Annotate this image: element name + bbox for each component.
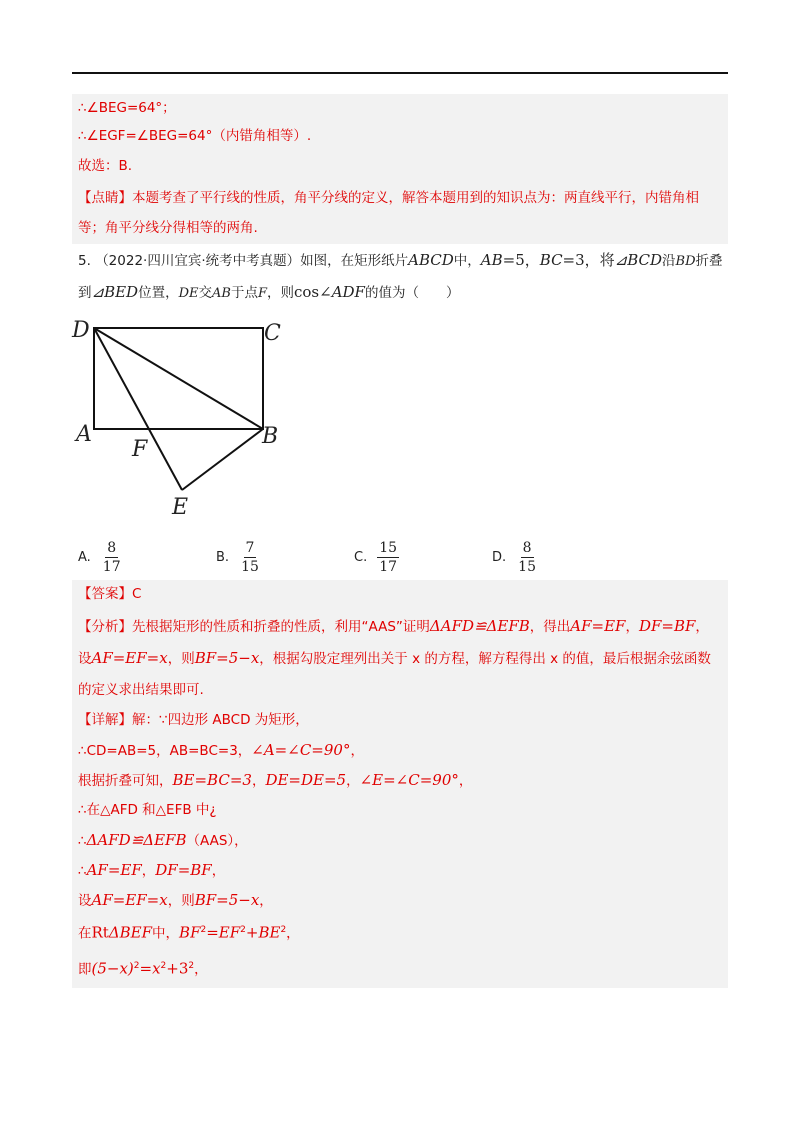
math: +3 <box>166 959 189 978</box>
question-text: 中， <box>453 253 481 269</box>
analysis-line <box>78 616 709 637</box>
label-a: A <box>76 422 92 447</box>
math: BF <box>179 923 201 942</box>
denominator: 15 <box>518 559 536 575</box>
comment-line <box>78 188 699 208</box>
math: +BE <box>245 923 281 942</box>
math: BF=5−x <box>194 649 260 667</box>
numerator: 8 <box>107 540 117 556</box>
header-rule <box>72 72 728 74</box>
math: =x <box>139 959 161 978</box>
question-text: 到 <box>78 285 92 301</box>
question-text: 交 <box>198 285 212 301</box>
math: F <box>257 286 267 301</box>
question-text: 折叠 <box>695 253 723 269</box>
analysis-line: 的定义求出结果即可. <box>78 682 204 698</box>
detail-text: 根据折叠可知， <box>78 773 173 789</box>
superscript: 2 <box>280 925 287 935</box>
math: cos∠ <box>293 283 332 301</box>
analysis-tag: 【分析】 <box>78 619 132 635</box>
label-f: F <box>132 437 148 462</box>
question-text: 位置， <box>138 285 179 301</box>
denominator: 17 <box>379 559 398 575</box>
detail-text: ∴ <box>78 863 87 879</box>
superscript: 2 <box>133 961 140 971</box>
analysis-text: ，根据勾股定理列出关于 x 的方程，解方程得出 x 的值，最后根据余弦函数 <box>259 651 711 667</box>
fraction <box>239 540 261 575</box>
math: ∠A=∠C=90° <box>251 741 351 759</box>
question-line <box>78 250 723 272</box>
label-e: E <box>172 495 189 520</box>
detail-text: 中， <box>152 925 180 942</box>
choice-b[interactable] <box>216 540 261 575</box>
choice-letter: A. <box>78 550 91 565</box>
comment-line: 等；角平分线分得相等的两角. <box>78 220 258 236</box>
detail-text: 在 <box>78 925 92 942</box>
math: ABCD <box>408 251 454 269</box>
detail-text: ， <box>458 773 473 789</box>
detail-text: 解：∵四边形 ABCD 为矩形， <box>132 712 309 728</box>
detail-text: 即 <box>78 961 92 978</box>
label-b: B <box>262 424 279 449</box>
fraction <box>101 540 123 575</box>
label-c: C <box>264 321 281 346</box>
question-text: 的值为（ ） <box>364 285 460 301</box>
detail-text: ∴CD=AB=5，AB=BC=3， <box>78 743 252 759</box>
math: =3，将 <box>562 251 615 269</box>
detail-text: ∴ <box>78 833 87 849</box>
detail-text: ， <box>211 863 226 879</box>
comment-tag: 【点睛】 <box>78 190 132 206</box>
choice-letter: B. <box>216 550 230 565</box>
detail-tag: 【详解】 <box>78 712 132 728</box>
math: BF=5−x <box>194 891 260 909</box>
math: AF=EF=x <box>91 649 168 667</box>
superscript: 2 <box>200 925 207 935</box>
math: BE=BC=3 <box>172 771 252 789</box>
math: AB <box>480 251 503 269</box>
math: DE <box>178 286 199 301</box>
math: AF=EF <box>86 861 142 879</box>
denominator: 17 <box>102 559 121 575</box>
detail-line <box>78 710 309 730</box>
detail-text: ， <box>350 743 364 759</box>
analysis-text: 先根据矩形的性质和折叠的性质，利用“AAS”证明 <box>132 619 430 635</box>
math: DF=BF <box>638 617 696 635</box>
fraction <box>377 540 399 575</box>
detail-line <box>78 956 208 980</box>
math: ADF <box>331 283 365 301</box>
superscript: 2 <box>160 961 167 971</box>
detail-line <box>78 860 225 881</box>
question-text: 如图，在矩形纸片 <box>300 253 409 269</box>
numerator: 7 <box>245 540 255 556</box>
choice-c[interactable] <box>354 540 399 575</box>
math: DF=BF <box>155 861 212 879</box>
math: ΔAFD≌ΔEFB <box>429 617 530 635</box>
math: AF=EF=x <box>91 891 168 909</box>
detail-text: 设 <box>78 893 92 909</box>
label-d: D <box>72 318 90 343</box>
detail-text: ， <box>346 773 360 789</box>
choice-d[interactable] <box>492 540 538 575</box>
solution-line: ∴∠EGF=∠BEG=64°（内错角相等）. <box>78 128 312 144</box>
answer-value: C <box>132 586 142 602</box>
analysis-line <box>78 648 711 669</box>
diagonal-bd <box>94 328 263 429</box>
superscript: 2 <box>240 925 246 935</box>
math: ΔBEF <box>108 923 153 942</box>
math: ΔAFD≌ΔEFB <box>86 831 187 849</box>
math: BD <box>675 254 696 269</box>
choice-letter: D. <box>492 550 507 565</box>
question-source: （2022·四川宜宾·统考中考真题） <box>95 253 301 269</box>
question-text: ，则 <box>266 285 294 301</box>
math: (5−x) <box>91 959 134 978</box>
math: ⊿BCD <box>614 251 663 269</box>
solution-line: 故选：B. <box>78 158 133 174</box>
comment-text: 本题考查了平行线的性质，角平分线的定义，解答本题用到的知识点为：两直线平行，内错角相 <box>132 190 699 206</box>
detail-line <box>78 920 300 944</box>
detail-text: ， <box>259 893 273 909</box>
math: DE=DE=5 <box>265 771 347 789</box>
detail-text: ， <box>251 773 266 789</box>
detail-line <box>78 830 248 851</box>
numerator: 8 <box>522 540 532 556</box>
detail-text: ， <box>141 863 156 879</box>
choice-letter: C. <box>354 550 368 565</box>
detail-line: ∴在△AFD 和△EFB 中¿ <box>78 802 217 818</box>
analysis-text: ，得出 <box>529 619 571 635</box>
answer-line <box>78 584 141 604</box>
choice-a[interactable] <box>78 540 123 575</box>
segment-be <box>182 429 263 490</box>
math: =EF <box>206 923 241 942</box>
detail-line <box>78 740 364 761</box>
denominator: 15 <box>241 559 259 575</box>
math: AB <box>212 286 231 301</box>
analysis-text: ， <box>695 619 709 635</box>
detail-line <box>78 770 472 791</box>
math: AF=EF <box>570 617 626 635</box>
math: BC <box>539 251 563 269</box>
detail-line <box>78 890 273 911</box>
numerator: 15 <box>379 540 398 556</box>
analysis-text: ，则 <box>167 651 195 667</box>
question-number: 5. <box>78 253 91 269</box>
math: ∠E=∠C=90° <box>359 771 459 789</box>
answer-tag: 【答案】 <box>78 586 132 602</box>
question-text: 沿 <box>662 253 676 269</box>
question-line <box>78 282 459 304</box>
detail-text: ， <box>286 925 300 942</box>
geometry-figure <box>60 310 320 525</box>
detail-text: ，则 <box>167 893 195 909</box>
superscript: 2 <box>188 961 195 971</box>
solution-line: ∴∠BEG=64°； <box>78 100 176 116</box>
math: Rt <box>91 923 109 942</box>
detail-text: ， <box>194 961 208 978</box>
question-text: 于点 <box>230 285 258 301</box>
math: =5， <box>502 251 540 269</box>
math: ⊿BED <box>91 283 139 301</box>
segment-de <box>94 328 182 490</box>
analysis-text: ， <box>625 619 639 635</box>
fraction <box>516 540 538 575</box>
detail-text: （AAS）， <box>186 833 248 849</box>
analysis-text: 设 <box>78 651 92 667</box>
